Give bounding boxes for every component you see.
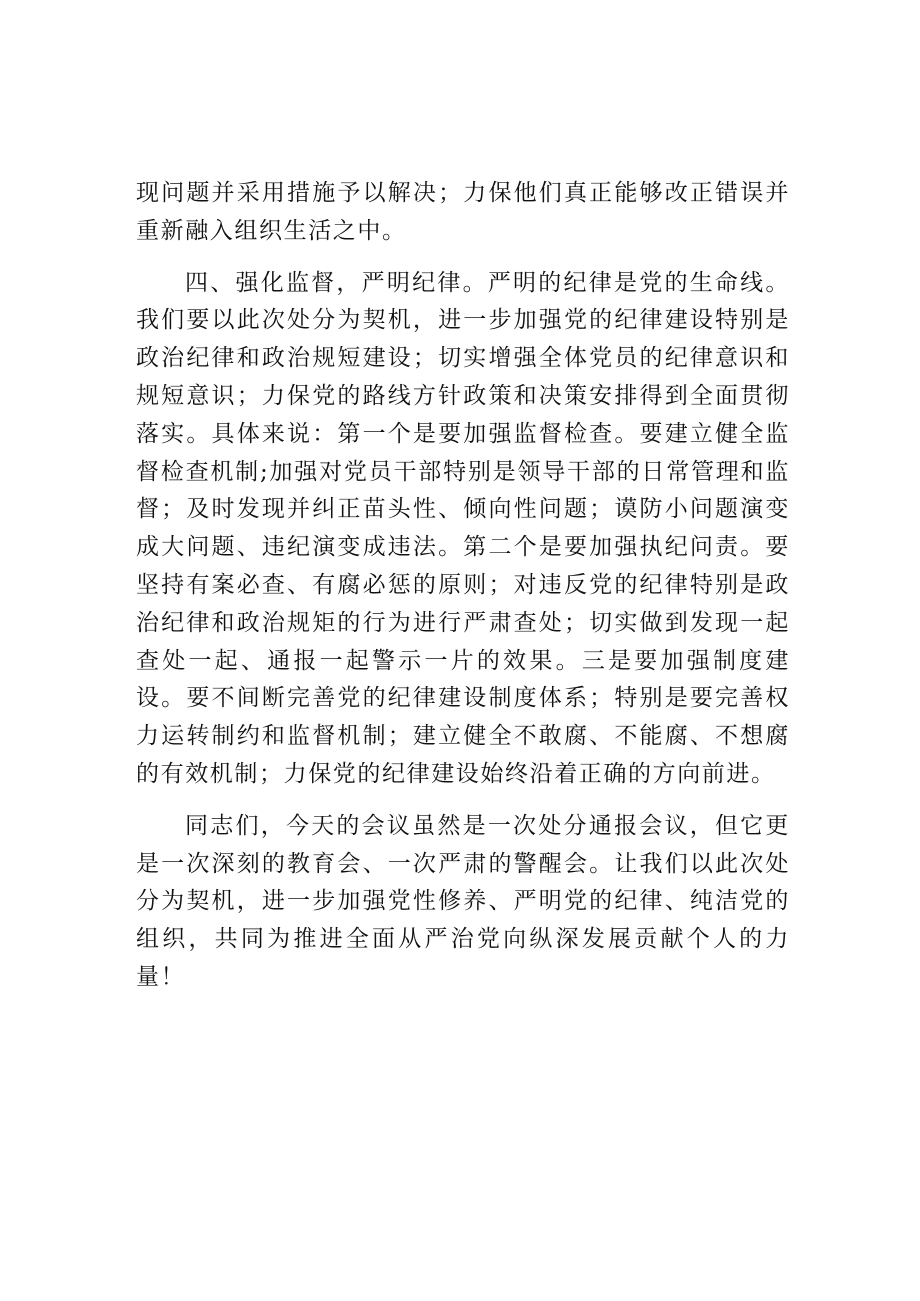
paragraph-strengthen-supervision: 四、强化监督，严明纪律。严明的纪律是党的生命线。我们要以此次处分为契机，进一步加强党的纪律建设特别是政治纪律和政治规短建设；切实增强全体党员的纪律意识和规短意识；力保党的路线方针政策和决策安排得到全面贯彻落实。具体来说：第一个是要加强监督检查。要建立健全监督检查机制;加强对党员干部特别是领导干部的日常管理和监督；及时发现并纠正苗头性、倾向性问题；谟防小问题演变成大问题、违纪演变成违法。第二个是要加强执纪问责。要坚持有案必查、有腐必惩的原则；对违反党的纪律特别是政治纪律和政治规矩的行为进行严肃查处；切实做到发现一起查处一起、通报一起警示一片的效果。三是要加强制度建设。要不间断完善党的纪律建设制度体系；特别是要完善权力运转制约和监督机制；建立健全不敢腐、不能腐、不想腐的有效机制；力保党的纪律建设始终沿着正确的方向前进。 [136, 269, 790, 787]
paragraph-continuation: 现问题并采用措施予以解决；力保他们真正能够改正错误并重新融入组织生活之中。 [136, 180, 790, 244]
paragraph-closing-remarks: 同志们，今天的会议虽然是一次处分通报会议，但它更是一次深刻的教育会、一次严肃的警醒会。让我们以此次处分为契机，进一步加强党性修养、严明党的纪律、纯洁党的组织，共同为推进全面从严治党向纵深发展贡献个人的力量！ [136, 812, 790, 990]
document-page [136, 175, 790, 997]
